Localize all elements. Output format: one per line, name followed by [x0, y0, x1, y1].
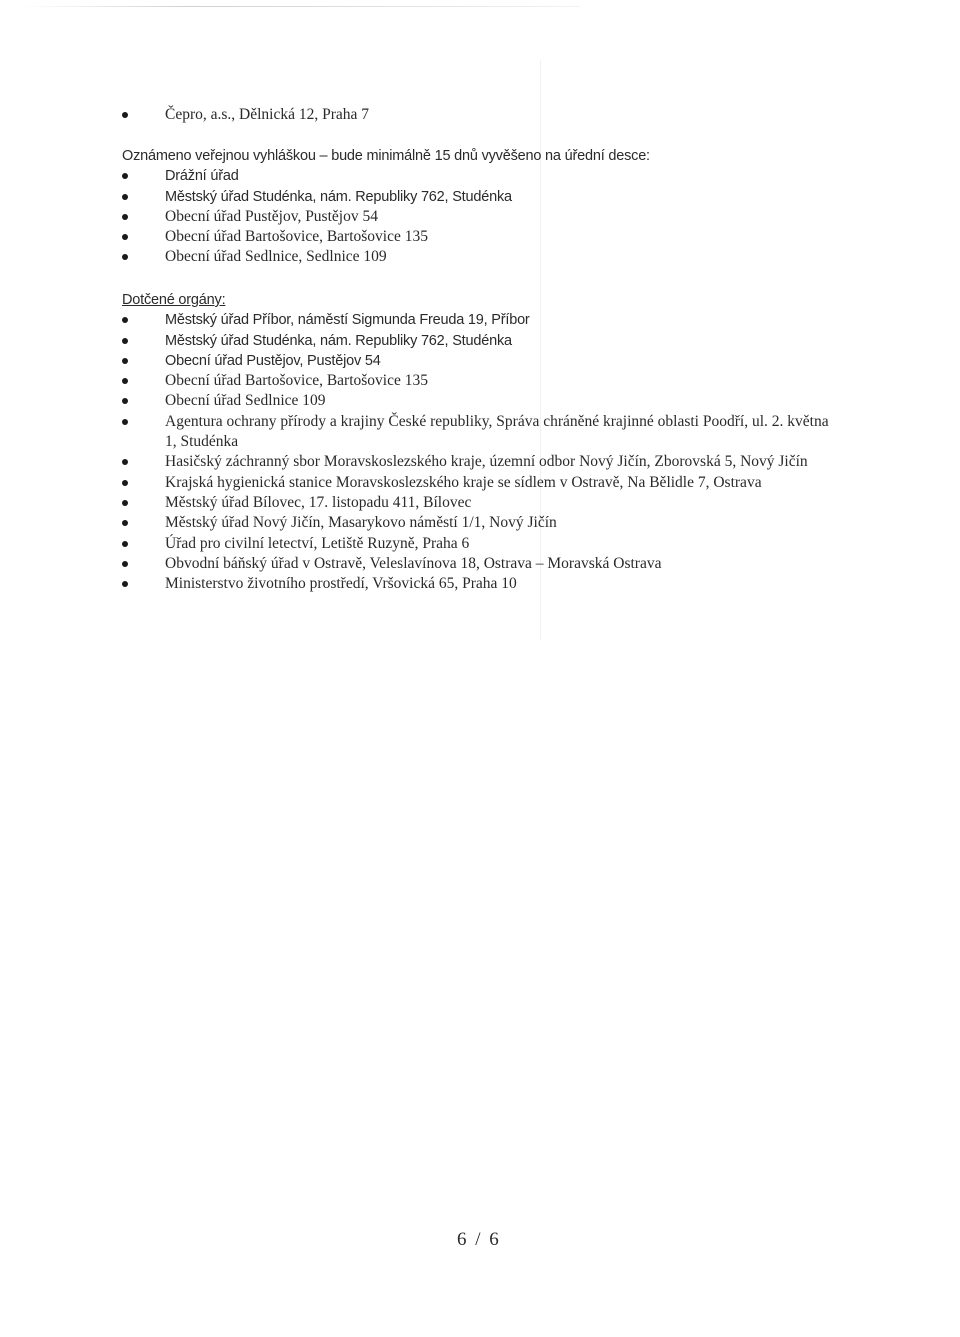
- list-item: Obecní úřad Bartošovice, Bartošovice 135: [122, 227, 842, 247]
- list-item: Hasičský záchranný sbor Moravskoslezského kraje, územní odbor Nový Jičín, Zborovská 5, Nový Jičín: [122, 452, 842, 472]
- list-item: Čepro, a.s., Dělnická 12, Praha 7: [122, 105, 842, 125]
- list-item: Městský úřad Nový Jičín, Masarykovo náměstí 1/1, Nový Jičín: [122, 513, 842, 533]
- list-item: Úřad pro civilní letectví, Letiště Ruzyně, Praha 6: [122, 534, 842, 554]
- organs-section: [122, 290, 842, 594]
- list-item: Ministerstvo životního prostředí, Vršovická 65, Praha 10: [122, 574, 842, 594]
- notice-section: [122, 146, 842, 268]
- page-number: 6 / 6: [457, 1229, 501, 1250]
- list-item: Obecní úřad Bartošovice, Bartošovice 135: [122, 371, 842, 391]
- list-item: Městský úřad Studénka, nám. Republiky 762, Studénka: [122, 331, 842, 351]
- list-item: Agentura ochrany přírody a krajiny České republiky, Správa chráněné krajinné oblasti Poodří, ul. 2. května 1, Studénka: [122, 412, 842, 453]
- list-item: Krajská hygienická stanice Moravskoslezského kraje se sídlem v Ostravě, Na Bělidle 7, Ostrava: [122, 473, 842, 493]
- recipient-list: [122, 105, 842, 125]
- list-item: Městský úřad Studénka, nám. Republiky 762, Studénka: [122, 187, 842, 207]
- scan-edge-line: [20, 6, 580, 7]
- list-item: Drážní úřad: [122, 166, 842, 186]
- list-item: Městský úřad Příbor, náměstí Sigmunda Freuda 19, Příbor: [122, 310, 842, 330]
- organs-heading: Dotčené orgány:: [122, 292, 226, 308]
- list-item: Obecní úřad Sedlnice, Sedlnice 109: [122, 247, 842, 267]
- list-item: Městský úřad Bílovec, 17. listopadu 411, Bílovec: [122, 493, 842, 513]
- list-item: Obecní úřad Sedlnice 109: [122, 391, 842, 411]
- notice-heading: Oznámeno veřejnou vyhláškou – bude minimálně 15 dnů vyvěšeno na úřední desce:: [122, 148, 650, 164]
- list-item: Obecní úřad Pustějov, Pustějov 54: [122, 351, 842, 371]
- list-item: Obecní úřad Pustějov, Pustějov 54: [122, 207, 842, 227]
- list-item: Obvodní báňský úřad v Ostravě, Veleslavínova 18, Ostrava – Moravská Ostrava: [122, 554, 842, 574]
